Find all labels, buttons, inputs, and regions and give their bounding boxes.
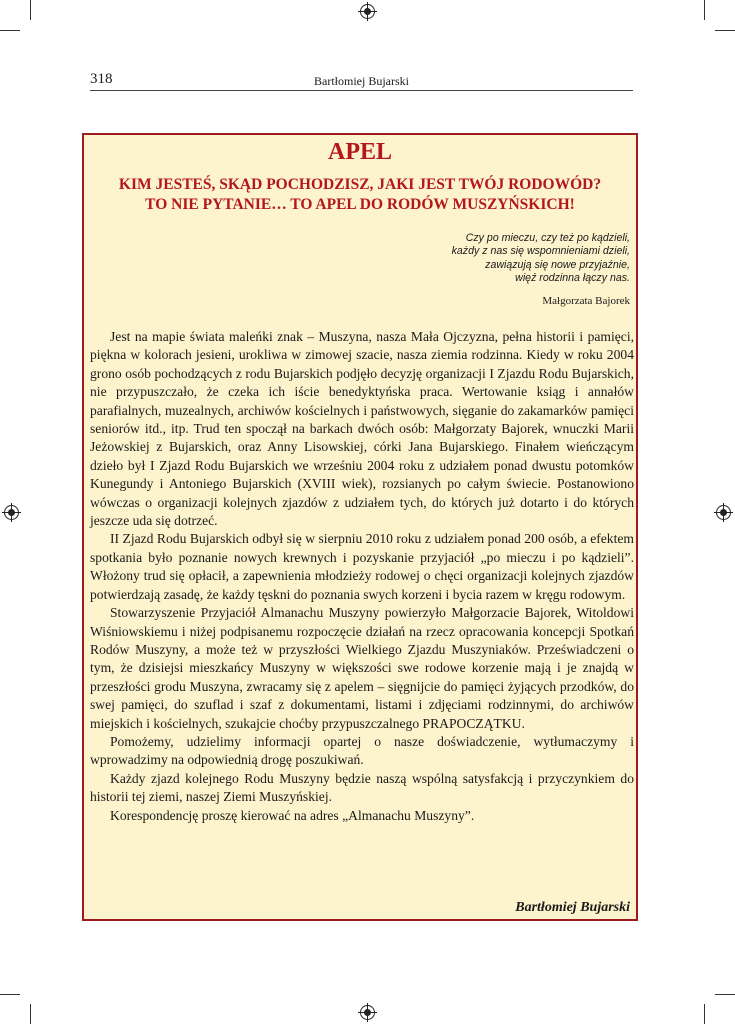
body-paragraph: Jest na mapie świata maleńki znak – Muszyna, nasza Mała Ojczyzna, pełna historii i pamięci, piękna w kolorach jesieni, urokliwa w zimowej szacie, nasza ziemia rodzinna. Kiedy w roku 2004 grono osób pochodzących z rodu Bujarskich podjęło decyzję organizacji I Zjazdu Rodu Bujarskich, nie przypuszczało, że czeka ich iście benedyktyńska praca. Wertowanie ksiąg i annałów parafialnych, muzealnych, archiwów kościelnych i państwowych, sięganie do zakamarków pamięci seniorów itd., itp. Trud ten spoczął na barkach dwóch osób: Małgorzaty Bajorek, wnuczki Marii Jeżowskiej z Bujarskich, oraz Anny Lisowskiej, córki Jana Bujarskiego. Finałem wieńczącym dzieło był I Zjazd Rodu Bujarskich we wrześniu 2004 roku z udziałem ponad dwustu potomków Kunegundy i Antoniego Bujarskich (XVIII wiek), rozsianych po całym świecie. Postanowiono wówczas o organizacji kolejnych zjazdów z udziałem tych, do których już dotarto i do których jeszcze uda się dotrzeć. — [90, 329, 634, 529]
registration-mark-icon — [360, 4, 375, 19]
poem-author: Małgorzata Bajorek — [542, 295, 630, 307]
registration-mark-icon — [716, 505, 731, 520]
crop-mark — [704, 1004, 705, 1024]
crop-mark — [704, 0, 705, 20]
registration-mark-icon — [4, 505, 19, 520]
crop-mark — [715, 994, 735, 995]
appeal-box — [82, 133, 638, 921]
body-paragraph: Korespondencję proszę kierować na adres „Almanachu Muszyny”. — [110, 807, 475, 823]
appeal-title: APEL — [327, 139, 392, 165]
appeal-body — [90, 328, 634, 825]
body-paragraph: Pomożemy, udzielimy informacji opartej o nasze doświadczenie, wytłumaczymy i wprowadzimy na odpowiednią drogę poszukiwań. — [90, 733, 634, 768]
poem-line: zawiązują się nowe przyjaźnie, — [485, 258, 630, 271]
registration-mark-icon — [360, 1005, 375, 1020]
crop-mark — [0, 30, 20, 31]
poem-line: więź rodzinna łączy nas. — [515, 271, 630, 284]
poem-line: Czy po mieczu, czy też po kądzieli, — [465, 232, 630, 244]
crop-mark — [715, 30, 735, 31]
author-signature: Bartłomiej Bujarski — [515, 900, 630, 915]
page-header — [90, 70, 633, 91]
crop-mark — [30, 0, 31, 20]
appeal-subtitle-line-2: TO NIE PYTANIE… TO APEL DO RODÓW MUSZYŃSKICH! — [145, 196, 575, 213]
body-paragraph: Każdy zjazd kolejnego Rodu Muszyny będzie naszą wspólną satysfakcją i przyczynkiem do historii tej ziemi, naszej Ziemi Muszyńskiej. — [90, 770, 634, 805]
page-number: 318 — [90, 71, 113, 87]
body-paragraph: Stowarzyszenie Przyjaciół Almanachu Muszyny powierzyło Małgorzacie Bajorek, Witoldowi Wiśniowskiemu i niżej podpisanemu rozpoczęcie działań na rzecz opracowania koncepcji Spotkań Rodów Muszyny, a może też w przyszłości Wielkiego Zjazdu Muszyniaków. Przeświadczeni o tym, że dzisiejsi mieszkańcy Muszyny w większości swe rodowe korzenie mają i je znajdą w przeszłości grodu Muszyna, zwracamy się z apelem – sięgnijcie do pamięci żyjących przodków, do swej pamięci, do szuflad i szaf z dokumentami, listami i zdjęciami rodzinnymi, do archiwów miejskich i kościelnych, szukajcie choćby przypuszczalnego PRAPOCZĄTKU. — [90, 605, 634, 731]
running-head: Bartłomiej Bujarski — [314, 74, 409, 88]
epigraph-poem — [452, 232, 630, 285]
appeal-subtitle-line-1: KIM JESTEŚ, SKĄD POCHODZISZ, JAKI JEST TWÓJ RODOWÓD? — [118, 176, 602, 193]
poem-line: każdy z nas się wspomnieniami dzieli, — [451, 245, 630, 258]
crop-mark — [0, 994, 20, 995]
body-paragraph: II Zjazd Rodu Bujarskich odbył się w sierpniu 2010 roku z udziałem ponad 200 osób, a efektem spotkania było poznanie nowych krewnych i pozyskanie przyjaciół „po mieczu i po kądzieli”. Włożony trud się opłacił, a zapewnienia młodzieży rodowej o chęci organizacji kolejnych zjazdów potwierdzają zasadę, że każdy tęskni do poznania swych korzeni i bycia razem w kręgu rodowym. — [90, 531, 634, 602]
crop-mark — [30, 1004, 31, 1024]
